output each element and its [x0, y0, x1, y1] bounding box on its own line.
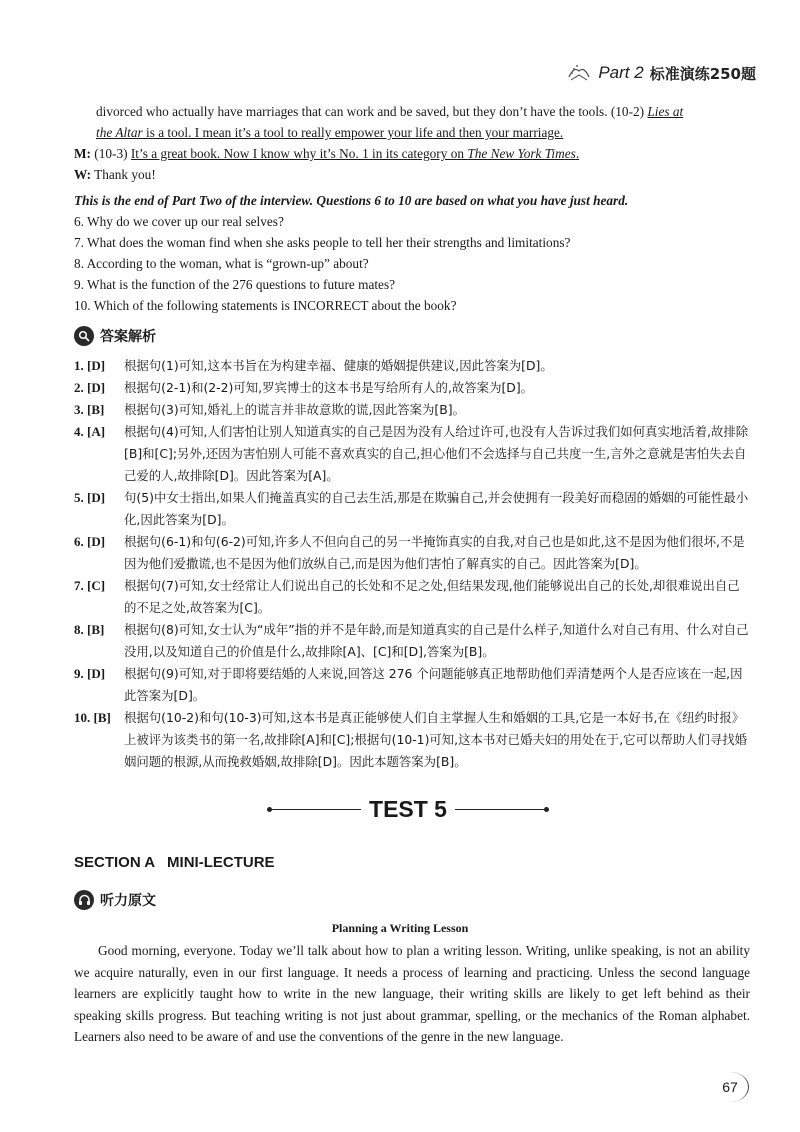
transcript-text: is a tool. I mean it’s a tool to really empower your life and then your marriage. — [142, 125, 564, 140]
listening-heading-label: 听力原文 — [100, 893, 156, 909]
answer-item — [74, 575, 750, 619]
answer-list — [74, 355, 750, 773]
book-title-text: the Altar — [96, 125, 143, 140]
book-title-text: Lies at — [647, 104, 684, 119]
answer-item — [74, 619, 750, 663]
answer-item — [74, 531, 750, 575]
question-item: 9. What is the function of the 276 questions to future mates? — [74, 277, 396, 292]
answer-item — [74, 399, 750, 421]
transcript-paragraph — [74, 101, 750, 316]
answer-explanation: 根据句(1)可知,这本书旨在为构建幸福、健康的婚姻提供建议,因此答案为[D]。 — [124, 358, 553, 373]
section-a-title: SECTION A MINI-LECTURE — [74, 854, 275, 871]
answer-explanation: 根据句(7)可知,女士经常让人们说出自己的长处和不足之处,但结果发现,他们能够说出自己的长处,却很难说出自己的不足之处,故答案为[C]。 — [124, 578, 740, 615]
page-header — [566, 62, 756, 84]
answer-explanation: 根据句(4)可知,人们害怕让别人知道真实的自己是因为没有人给过许可,也没有人告诉过我们如何真实地活着,故排除[B]和[C];另外,还因为害怕别人可能不喜欢真实的自己,担心他们不会选择与自己共度一生,言外之意就是害怕失去自己爱的人,故排除[D]。因此答案为[A]。 — [124, 424, 749, 483]
answer-item — [74, 355, 750, 377]
divider-line — [269, 809, 361, 810]
answer-item — [74, 421, 750, 487]
book-logo-icon — [566, 62, 592, 84]
transcript-text: divorced who actually have marriages that can work and be saved, but they don’t have the tools. (10-2) — [96, 104, 648, 119]
question-item: 7. What does the woman find when she asks people to tell her their strengths and limitations? — [74, 235, 571, 250]
answer-item — [74, 487, 750, 531]
answer-explanation: 根据句(10-2)和句(10-3)可知,这本书是真正能够使人们自主掌握人生和婚姻的工具,它是一本好书,在《纽约时报》上被评为该类书的第一名,故排除[A]和[C];根据句(10-1)可知,这本书对已婚夫妇的用处在于,它可以帮助人们寻找婚姻问题的根源,从而挽救婚姻,故排除[D]。因此本题答案为[B]。 — [124, 710, 748, 769]
question-item: 6. Why do we cover up our real selves? — [74, 214, 284, 229]
newspaper-title: The New York Times — [467, 146, 576, 161]
answer-key: 3. [B] — [74, 402, 105, 417]
test-title: TEST 5 — [369, 796, 447, 822]
lecture-title: Planning a Writing Lesson — [331, 921, 469, 935]
answer-key: 1. [D] — [74, 358, 106, 373]
answer-key: 9. [D] — [74, 666, 106, 681]
answer-explanation: 根据句(8)可知,女士认为“成年”指的并不是年龄,而是知道真实的自己是什么样子,知道什么对自己有用、什么对自己没用,以及知道自己的价值是什么,故排除[A]、[C]和[D],答案为[B]。 — [124, 622, 749, 659]
answer-item — [74, 663, 750, 707]
transcript-text: . — [575, 146, 580, 161]
test-heading — [258, 796, 558, 823]
answer-key: 8. [B] — [74, 622, 105, 637]
question-item: 8. According to the woman, what is “grown-up” about? — [74, 256, 369, 271]
answer-item — [74, 377, 750, 399]
listening-heading — [74, 890, 156, 910]
divider-line — [455, 809, 547, 810]
answer-key: 10. [B] — [74, 710, 111, 725]
speaker-label: W: — [74, 167, 91, 182]
answer-item — [74, 707, 750, 773]
transcript-text: Thank you! — [91, 167, 156, 182]
speaker-label: M: — [74, 146, 91, 161]
answer-key: 5. [D] — [74, 490, 106, 505]
lecture-paragraph: Good morning, everyone. Today we’ll talk about how to plan a writing lesson. Writing, unlike speaking, is not an ability we acquire naturally, even in our first language. It needs a process of learning and practicing. Unless the second language learners are explicitly taught how to write in the new language, their writing skills are likely to get left behind as their speaking skills progress. But teaching writing is not just about grammar, spelling, or the mechanics of the Roman alphabet. Learners also need to be aware of and use the conventions of the genre in the new language. — [74, 943, 750, 1045]
part-label: Part 2 — [598, 63, 644, 82]
answers-heading — [74, 326, 156, 346]
answers-heading-label: 答案解析 — [100, 329, 156, 345]
end-note: This is the end of Part Two of the interview. Questions 6 to 10 are based on what you have just heard. — [74, 193, 629, 208]
answer-key: 4. [A] — [74, 424, 106, 439]
answer-explanation: 根据句(9)可知,对于即将要结婚的人来说,回答这 276 个问题能够真正地帮助他们弄清楚两个人是否应该在一起,因此答案为[D]。 — [124, 666, 743, 703]
answer-explanation: 句(5)中女士指出,如果人们掩盖真实的自己去生活,那是在欺骗自己,并会使拥有一段美好而稳固的婚姻的可能性最小化,因此答案为[D]。 — [124, 490, 749, 527]
answer-explanation: 根据句(6-1)和句(6-2)可知,许多人不但向自己的另一半掩饰真实的自我,对自己也是如此,这不是因为他们很坏,不是因为他们爱撒谎,也不是因为他们放纵自己,而是因为他们害怕了解真实的自己。因此答案为[D]。 — [124, 534, 745, 571]
header-title: 标准演练250题 — [649, 64, 756, 83]
headphones-icon — [74, 890, 94, 910]
sentence-ref: (10-3) — [90, 146, 131, 161]
question-item: 10. Which of the following statements is INCORRECT about the book? — [74, 298, 457, 313]
answer-key: 2. [D] — [74, 380, 106, 395]
page-number: 67 — [712, 1072, 749, 1102]
magnifier-icon — [74, 326, 94, 346]
answer-key: 7. [C] — [74, 578, 106, 593]
answer-explanation: 根据句(3)可知,婚礼上的谎言并非故意欺的谎,因此答案为[B]。 — [124, 402, 465, 417]
answer-explanation: 根据句(2-1)和(2-2)可知,罗宾博士的这本书是写给所有人的,故答案为[D]。 — [124, 380, 534, 395]
question-list — [74, 211, 750, 316]
transcript-text: It’s a great book. Now I know why it’s No. 1 in its category on — [130, 146, 468, 161]
answer-key: 6. [D] — [74, 534, 106, 549]
